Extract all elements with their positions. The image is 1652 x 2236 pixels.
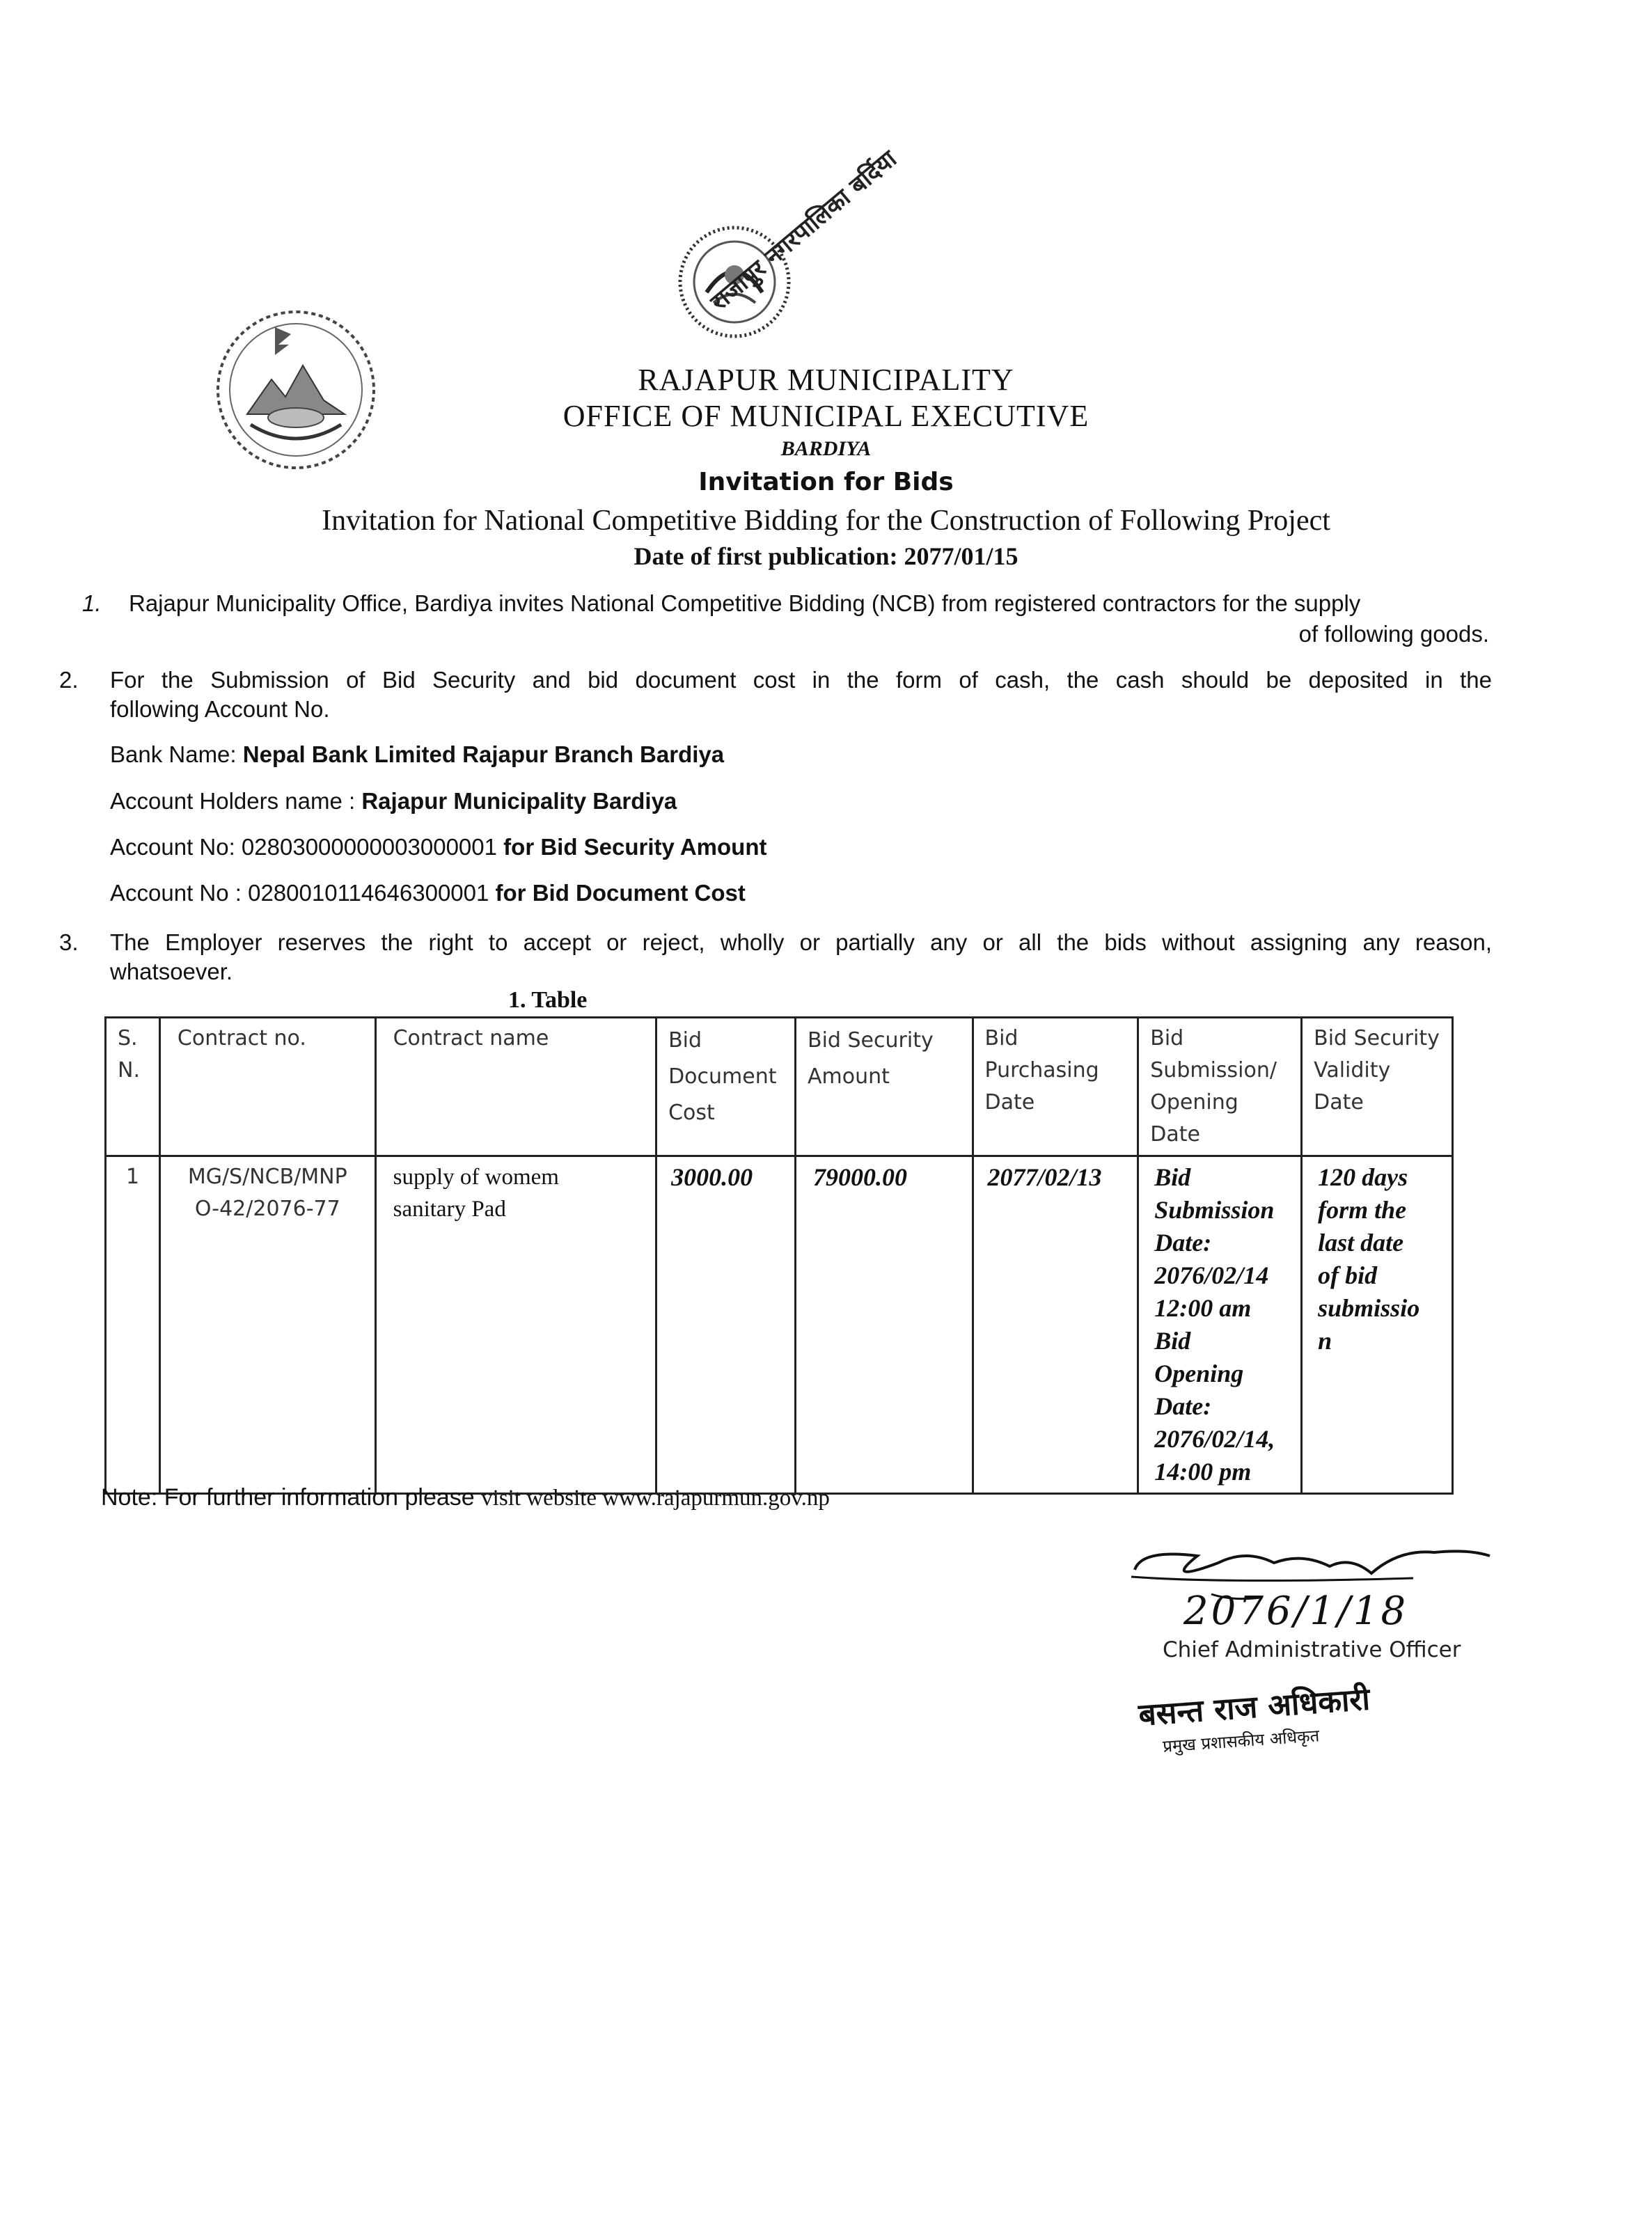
office-name: OFFICE OF MUNICIPAL EXECUTIVE	[563, 399, 1089, 433]
cell-contract-no: MG/S/NCB/MNP O-42/2076-77	[159, 1156, 375, 1494]
account-holder-label: Account Holders name :	[110, 788, 362, 814]
account-document-purpose: for Bid Document Cost	[495, 880, 746, 906]
cell-bid-security-validity-date: 120 days form the last date of bid submissio n	[1302, 1156, 1453, 1494]
header-bid-document-cost: Bid Document Cost	[656, 1018, 796, 1156]
municipality-name: RAJAPUR MUNICIPALITY	[638, 363, 1014, 397]
document-subtitle: Invitation for National Competitive Bidding for the Construction of Following Project	[322, 505, 1330, 537]
item-3-number: 3.	[59, 929, 79, 955]
header-contract-name: Contract name	[375, 1018, 656, 1156]
item-2-text-line1: For the Submission of Bid Security and bid document cost in the form of cash, the cash should be deposited in the	[110, 667, 1492, 693]
table-header-row	[106, 1018, 1453, 1156]
header-contract-no: Contract no.	[159, 1018, 375, 1156]
note-line	[101, 1484, 830, 1511]
stamp-signatory-title: प्रमुख प्रशासकीय अधिकृत	[1162, 1726, 1321, 1756]
cell-bid-security-amount: 79000.00	[796, 1156, 973, 1494]
item-3-text-line2: whatsoever.	[110, 959, 233, 984]
account-security-purpose: for Bid Security Amount	[503, 834, 767, 860]
header-sn: S. N.	[106, 1018, 160, 1156]
cell-bid-document-cost: 3000.00	[656, 1156, 796, 1494]
header-bid-submission-opening-date: Bid Submission/ Opening Date	[1138, 1018, 1302, 1156]
stamp-signatory-name: बसन्त राज अधिकारी	[1137, 1681, 1371, 1733]
bid-table	[104, 1016, 1454, 1495]
account-document-line	[110, 879, 746, 908]
handwritten-date: 2076/1/18	[1183, 1589, 1409, 1634]
account-security-label: Account No: 02803000000003000001	[110, 834, 504, 860]
document-title: Invitation for Bids	[698, 468, 954, 496]
item-1-number: 1.	[82, 590, 102, 616]
publication-date: Date of first publication: 2077/01/15	[634, 542, 1018, 570]
cell-bid-submission-opening-date: Bid Submission Date: 2076/02/14 12:00 am Bid Opening Date: 2076/02/14, 14:00 pm	[1138, 1156, 1302, 1494]
item-2-number: 2.	[59, 667, 79, 693]
bank-name-line	[110, 740, 724, 769]
seal-text: राजापुर नगरपालिका बर्दिया	[705, 145, 902, 317]
account-holder-value: Rajapur Municipality Bardiya	[361, 788, 677, 814]
header-bid-purchasing-date: Bid Purchasing Date	[973, 1018, 1138, 1156]
cell-bid-purchasing-date: 2077/02/13	[973, 1156, 1138, 1494]
account-security-line	[110, 833, 766, 862]
account-document-label: Account No : 0280010114646300001	[110, 880, 496, 906]
district-name: BARDIYA	[780, 437, 872, 460]
header-bid-security-validity-date: Bid Security Validity Date	[1302, 1018, 1453, 1156]
item-1-text-line1: Rajapur Municipality Office, Bardiya invites National Competitive Bidding (NCB) from registered contractors for the supply	[129, 590, 1361, 616]
cell-contract-name: supply of womem sanitary Pad	[375, 1156, 656, 1494]
website-link[interactable]: visit website www.rajapurmun.gov.np	[481, 1486, 830, 1511]
item-3-text-line1: The Employer reserves the right to accept or reject, wholly or partially any or all the bids without assigning any reason,	[110, 929, 1492, 955]
table-row	[106, 1156, 1453, 1494]
bank-name-label: Bank Name:	[110, 741, 243, 767]
signatory-title: Chief Administrative Officer	[1163, 1637, 1461, 1662]
item-1-text-line2: of following goods.	[1298, 621, 1489, 647]
item-2-text-line2: following Account No.	[110, 696, 330, 722]
note-label: Note: For further information please	[101, 1484, 482, 1511]
header-bid-security-amount: Bid Security Amount	[796, 1018, 973, 1156]
bank-name-value: Nepal Bank Limited Rajapur Branch Bardiya	[242, 741, 725, 767]
account-holder-line	[110, 787, 677, 816]
cell-sn: 1	[106, 1156, 160, 1494]
table-caption: 1. Table	[508, 987, 588, 1013]
